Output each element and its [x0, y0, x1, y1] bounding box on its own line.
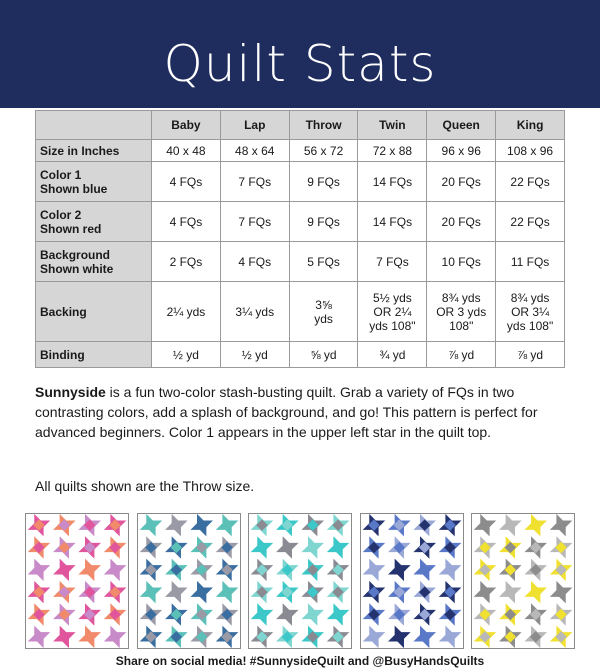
size-note: All quilts shown are the Throw size.	[35, 478, 255, 494]
table-cell: 7 FQs	[220, 202, 289, 242]
table-row	[36, 202, 565, 242]
quilt-photo-row	[25, 513, 575, 649]
column-header: Throw	[289, 111, 358, 140]
table-cell: 14 FQs	[358, 202, 427, 242]
table-cell: 3¼ yds	[220, 282, 289, 342]
table-cell: 20 FQs	[427, 162, 496, 202]
table-cell: ⅞ yd	[427, 342, 496, 368]
table-cell: 20 FQs	[427, 202, 496, 242]
column-header: King	[496, 111, 565, 140]
row-header: Color 2 Shown red	[36, 202, 152, 242]
table-cell: 96 x 96	[427, 140, 496, 162]
table-cell: 72 x 88	[358, 140, 427, 162]
table-cell: 7 FQs	[358, 242, 427, 282]
row-header: Color 1 Shown blue	[36, 162, 152, 202]
table-cell: ½ yd	[220, 342, 289, 368]
table-row	[36, 282, 565, 342]
table-cell: 40 x 48	[152, 140, 221, 162]
table-cell: 10 FQs	[427, 242, 496, 282]
table-cell: 9 FQs	[289, 202, 358, 242]
table-cell: 22 FQs	[496, 162, 565, 202]
table-cell: ¾ yd	[358, 342, 427, 368]
table-cell: 14 FQs	[358, 162, 427, 202]
table-cell: 5 FQs	[289, 242, 358, 282]
table-cell: 7 FQs	[220, 162, 289, 202]
quilt-pattern	[361, 514, 463, 648]
table-row	[36, 140, 565, 162]
quilt-pattern	[138, 514, 240, 648]
table-cell: 3⅝ yds	[289, 282, 358, 342]
table-cell: 8¾ yds OR 3 yds 108"	[427, 282, 496, 342]
table-cell: 2 FQs	[152, 242, 221, 282]
table-row	[36, 162, 565, 202]
table-cell: ⅝ yd	[289, 342, 358, 368]
row-header: Binding	[36, 342, 152, 368]
column-header: Baby	[152, 111, 221, 140]
table-cell: 108 x 96	[496, 140, 565, 162]
row-header: Size in Inches	[36, 140, 152, 162]
table-row	[36, 242, 565, 282]
table-cell: ⅞ yd	[496, 342, 565, 368]
quilt-pattern	[249, 514, 351, 648]
table-cell: 48 x 64	[220, 140, 289, 162]
column-header: Lap	[220, 111, 289, 140]
quilt-description	[35, 382, 565, 442]
table-cell: ½ yd	[152, 342, 221, 368]
table-cell: 22 FQs	[496, 202, 565, 242]
row-header: Backing	[36, 282, 152, 342]
title-banner	[0, 0, 600, 108]
quilt-pattern	[26, 514, 128, 648]
table-row	[36, 342, 565, 368]
quilt-stats-table	[35, 110, 565, 368]
quilt-image	[360, 513, 464, 649]
table-header-row	[36, 111, 565, 140]
table-cell: 4 FQs	[152, 162, 221, 202]
description-text: is a fun two-color stash-busting quilt. Grab a variety of FQs in two contrasting colors, add a splash of background, and go! This pattern is perfect for advanced beginners. Color 1 appears in the upper left star in the quilt top.	[35, 384, 538, 440]
quilt-image	[137, 513, 241, 649]
table-cell: 4 FQs	[152, 202, 221, 242]
table-cell: 11 FQs	[496, 242, 565, 282]
quilt-image	[471, 513, 575, 649]
table-corner-cell	[36, 111, 152, 140]
quilt-image	[248, 513, 352, 649]
table-cell: 5½ yds OR 2¼ yds 108"	[358, 282, 427, 342]
table-cell: 56 x 72	[289, 140, 358, 162]
table-cell: 4 FQs	[220, 242, 289, 282]
page-title: Quilt Stats	[163, 35, 437, 93]
column-header: Twin	[358, 111, 427, 140]
column-header: Queen	[427, 111, 496, 140]
row-header: Background Shown white	[36, 242, 152, 282]
quilt-pattern	[472, 514, 574, 648]
table-cell: 2¼ yds	[152, 282, 221, 342]
table-cell: 9 FQs	[289, 162, 358, 202]
social-footer: Share on social media! #SunnysideQuilt and @BusyHandsQuilts	[115, 654, 485, 668]
table-cell: 8¾ yds OR 3¼ yds 108"	[496, 282, 565, 342]
quilt-image	[25, 513, 129, 649]
pattern-name: Sunnyside	[35, 384, 106, 400]
